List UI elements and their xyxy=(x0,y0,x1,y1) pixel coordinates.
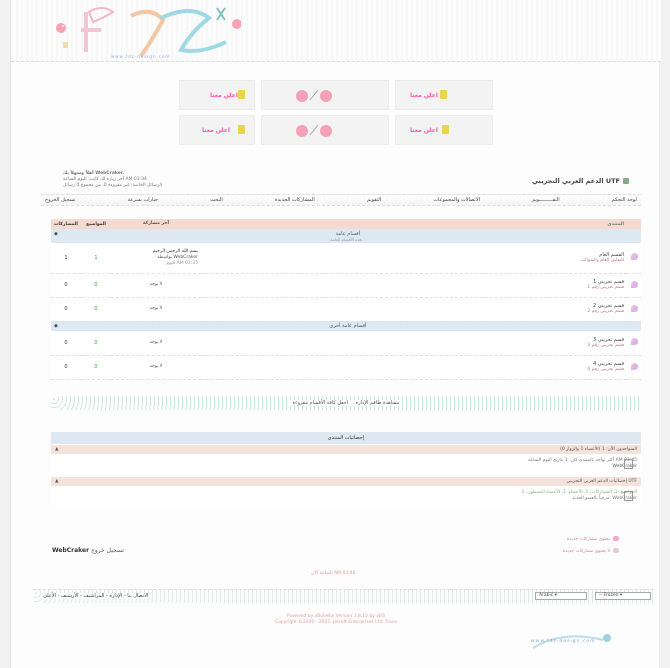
online-user[interactable]: WebCraker xyxy=(612,464,637,469)
ad-label: اعلن معنا xyxy=(202,127,230,134)
online-header-bar xyxy=(51,444,641,454)
forum-threads: 0 xyxy=(94,364,98,370)
forum-row xyxy=(51,355,641,379)
welcome-last-visit: آخر زيارة لك كانت: اليوم الساعة AM 03:34 xyxy=(63,177,147,182)
home-icon xyxy=(623,178,629,184)
logout-prefix: تسجيل خروج xyxy=(90,547,124,554)
forum-name[interactable]: القسم العام xyxy=(599,251,624,258)
view-staff-link[interactable]: مشاهدة طاقم الإدارة xyxy=(353,400,403,406)
forum-posts: 0 xyxy=(64,339,68,346)
legend-old-row xyxy=(563,546,619,558)
forum-status-icon xyxy=(631,305,638,312)
col-threads: المواضيع xyxy=(86,221,106,227)
style-select[interactable]: -- Frozen ▾ xyxy=(595,592,651,600)
forum-row xyxy=(51,243,641,273)
nav-contacts[interactable]: الاتصالات والمجموعات xyxy=(433,197,481,203)
new-posts-icon xyxy=(613,536,619,541)
language-select[interactable]: Arabic ▾ xyxy=(535,592,587,600)
forum-status-cell xyxy=(627,355,641,379)
col-icon xyxy=(627,219,641,229)
forum-desc: قسم تجريبي رقم 4 xyxy=(587,367,624,372)
forum-stats-text: المواضيع: 1، المشاركات: 1، الأعضاء: 1، الأعضاء النشطون: 1 xyxy=(521,490,637,495)
forum-posts: 1 xyxy=(64,254,68,261)
stats-chart-icon xyxy=(624,491,633,501)
banner-ad-small[interactable] xyxy=(179,80,255,110)
forum-stats-header-bar xyxy=(51,476,641,486)
language-value: Arabic xyxy=(539,593,554,598)
forum-title[interactable] xyxy=(532,177,629,185)
banner-bird[interactable] xyxy=(261,115,389,145)
legend-new-text: يحتوي مشاركات جديدة xyxy=(566,537,610,542)
no-new-posts-icon xyxy=(613,548,619,553)
collapse-icon[interactable]: ▲ xyxy=(55,479,59,484)
banner-ad-large[interactable] xyxy=(395,115,493,145)
page xyxy=(10,0,660,668)
forum-last-post: لا يوجد xyxy=(149,339,163,345)
newest-member[interactable]: مرحباً بالعضو الجديد: WebCraker xyxy=(572,496,637,501)
legend-old-text: لا يحتوي مشاركات جديدة xyxy=(562,549,610,554)
forum-name[interactable]: قسم تجريبي 4 xyxy=(593,361,624,367)
bird-illustration-icon xyxy=(292,121,352,141)
ad-label: اعلن معنا xyxy=(210,92,238,99)
nav-user-cp[interactable]: لوحة التحكم xyxy=(611,197,637,203)
forum-stats-body xyxy=(51,486,641,508)
forum-last-post: لا يوجد xyxy=(149,306,163,311)
bird-illustration-icon xyxy=(292,86,352,106)
forum-status-icon xyxy=(631,281,638,288)
forum-stats-header: إحصائيات الدعم العربي التجريبي UTF xyxy=(566,479,637,484)
footer-logo xyxy=(523,628,623,654)
collapse-icon[interactable]: ◆ xyxy=(54,230,58,237)
forum-status-icon xyxy=(631,338,638,345)
powered-by xyxy=(11,614,661,626)
users-icon xyxy=(624,459,633,469)
forum-status-icon xyxy=(631,253,638,260)
banner-row-1 xyxy=(179,80,501,110)
forum-desc: قسم تجريبي رقم 3 xyxy=(587,342,624,348)
col-posts: المشاركات xyxy=(54,221,78,227)
collapse-icon[interactable]: ▲ xyxy=(55,447,59,452)
forum-name-cell xyxy=(201,243,627,273)
style-value: Frozen xyxy=(603,593,619,598)
nav-calendar-alt[interactable]: التقـــــــــويم xyxy=(532,197,560,203)
forum-name-cell xyxy=(201,355,627,379)
nav-quick-links[interactable]: خيارات بسرعة xyxy=(127,197,159,203)
forum-name-cell xyxy=(201,297,627,321)
banner-bird[interactable] xyxy=(261,80,389,110)
forum-name[interactable]: قسم تجريبي 1 xyxy=(593,279,624,285)
category-title[interactable]: أقسام عامة أخرى xyxy=(329,323,367,330)
ad-icon xyxy=(238,90,245,99)
forums-table xyxy=(51,219,641,380)
banner-row-2 xyxy=(179,115,501,145)
forum-status-cell xyxy=(627,243,641,273)
forum-name-cell xyxy=(201,331,627,355)
bird-icon xyxy=(56,23,66,33)
forum-title-text: الدعم العربي التجريبي UTF xyxy=(531,177,620,185)
category-row[interactable] xyxy=(51,321,641,331)
forum-row xyxy=(51,331,641,355)
logout-user: WebCraker xyxy=(52,547,90,554)
table-header-row xyxy=(51,219,641,229)
forum-threads: 1 xyxy=(94,254,98,261)
last-post-by[interactable]: بواسطة WebCraker xyxy=(157,254,198,260)
forum-desc: قسم تجريبي رقم 1 xyxy=(587,285,624,290)
ad-icon xyxy=(440,90,447,99)
footer-nav xyxy=(33,589,653,603)
ad-icon xyxy=(442,125,449,134)
header xyxy=(11,0,661,62)
legend xyxy=(563,534,619,558)
forum-name[interactable]: قسم تجريبي 2 xyxy=(593,303,624,309)
category-title[interactable]: أقسام عامة xyxy=(335,230,361,237)
last-post-title[interactable]: بسم الله الرحمن الرحيم xyxy=(152,248,198,254)
logo-url: www.fdz-design.com xyxy=(111,54,171,59)
site-logo[interactable] xyxy=(41,2,241,60)
forum-row xyxy=(51,297,641,321)
nav-calendar[interactable]: التقويم xyxy=(366,197,382,203)
forum-desc: قسم تجريبي رقم 2 xyxy=(587,309,624,314)
forum-name-cell xyxy=(201,273,627,297)
forum-posts: 0 xyxy=(64,282,68,288)
online-body xyxy=(51,454,641,476)
ad-icon xyxy=(238,125,245,134)
forum-desc: للنقاش العام والشوالب xyxy=(580,257,624,263)
forum-posts: 0 xyxy=(64,306,68,312)
forum-status-cell xyxy=(627,273,641,297)
footer-logo-text: www.fdz-design.com xyxy=(531,639,596,644)
forum-threads: 0 xyxy=(94,306,98,312)
online-record: أكثر تواجد بالمنتدى كان: 1 بتاريخ اليوم الساعة AM 03:45 xyxy=(528,458,637,463)
footer-links[interactable]: الاتصال بنا - الإدارة - المراشيف - الأرشيف - الأعلى xyxy=(43,593,149,599)
forum-posts: 0 xyxy=(64,364,68,370)
category-row[interactable] xyxy=(51,229,641,243)
navbar xyxy=(41,194,641,206)
forum-status-cell xyxy=(627,331,641,355)
forum-name[interactable]: قسم تجريبي 3 xyxy=(593,336,624,343)
ad-label: اعلن معنا xyxy=(410,127,438,134)
banner-ad-small[interactable] xyxy=(179,115,255,145)
powered-line1: Powered by vBulletin Version 3.8.12 by vBS xyxy=(287,614,385,619)
forum-last-post xyxy=(111,243,201,273)
nav-new-posts[interactable]: المشاركات الجديدة xyxy=(274,197,315,203)
mark-read-link[interactable]: اجعل كافة الأقسام مقروءة xyxy=(290,400,351,406)
forum-last-post: لا يوجد xyxy=(149,364,163,369)
col-last-post: آخر مشاركة xyxy=(142,221,170,226)
forum-row xyxy=(51,273,641,297)
forum-status-cell xyxy=(627,297,641,321)
collapse-icon[interactable]: ◆ xyxy=(54,323,58,330)
welcome-box xyxy=(63,171,213,189)
forum-threads: 0 xyxy=(94,282,98,288)
banner-ad-large[interactable] xyxy=(395,80,493,110)
welcome-greeting: أهلاً وسهلاً بك WebCraker. xyxy=(63,171,125,176)
bird-icon-right xyxy=(232,19,241,29)
current-time: الساعة الآن AM 03:46 xyxy=(311,571,356,576)
legend-new-row xyxy=(563,534,619,546)
forum-status-icon xyxy=(631,363,638,370)
forum-actions-bar xyxy=(51,396,641,410)
forum-threads: 0 xyxy=(94,339,98,346)
stats-box xyxy=(51,432,641,508)
welcome-messages[interactable]: الرسائل الخاصة: غير مقروءة 0، من مجموع 0 رسائل xyxy=(63,183,162,188)
online-header[interactable]: المتواجدون الآن: 1 (الأعضاء 1 والزوار 0) xyxy=(560,447,637,452)
nav-search[interactable]: البحث xyxy=(210,197,223,203)
last-post-time: اليوم AM 03:35 xyxy=(166,260,198,266)
powered-line2: Copyright ©2000 - 2025, Jelsoft Enterprises Ltd. Trans xyxy=(274,620,398,625)
category-subtitle: هذه الأقسام العامة xyxy=(330,236,362,242)
col-forum: المنتدى xyxy=(607,221,624,227)
stats-title: إحصائيات المنتدى xyxy=(51,432,641,444)
logout-link[interactable] xyxy=(52,547,124,554)
nav-logout[interactable]: تسجيل الخروج xyxy=(45,197,76,203)
ad-label: اعلن معنا xyxy=(410,92,438,99)
forum-last-post: لا يوجد xyxy=(149,282,163,287)
